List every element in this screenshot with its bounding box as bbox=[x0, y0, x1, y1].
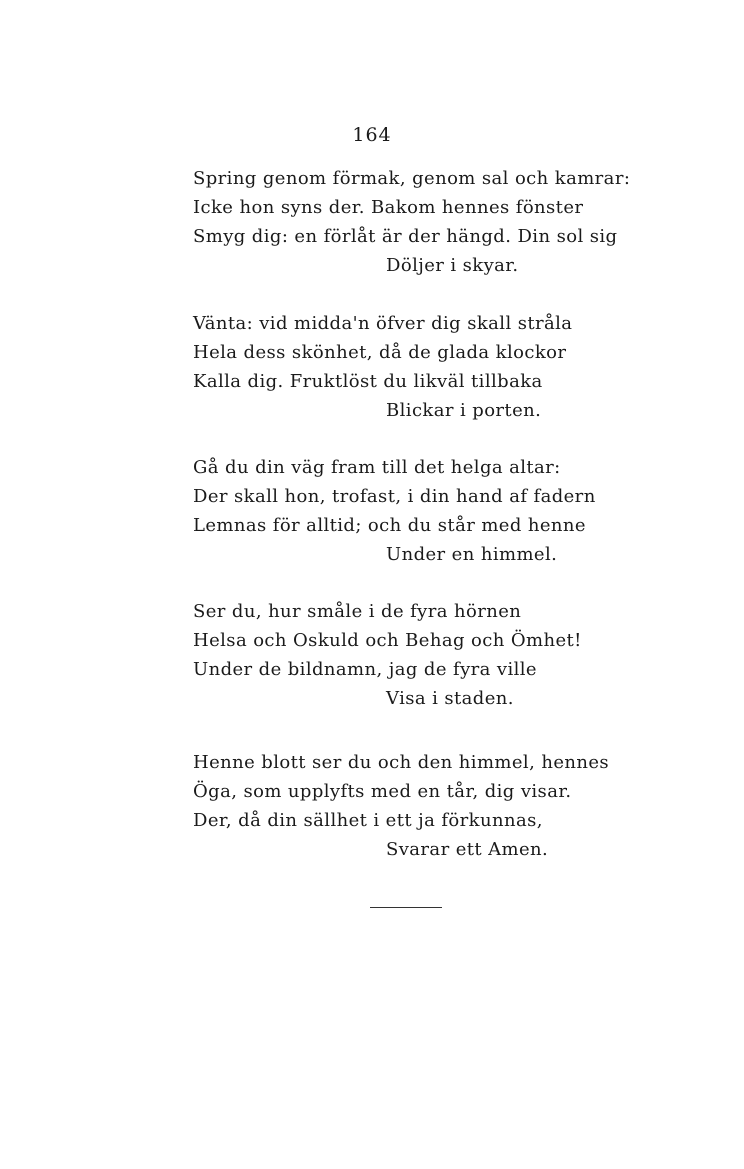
stanza-5 bbox=[193, 748, 623, 864]
verse-line-adonic: Döljer i skyar. bbox=[386, 255, 519, 276]
verse-line-adonic: Blickar i porten. bbox=[386, 400, 542, 421]
verse-line: Hela dess skönhet, då de glada klockor bbox=[193, 342, 567, 363]
verse-line: Henne blott ser du och den himmel, hennes bbox=[193, 752, 610, 773]
verse-line-adonic: Under en himmel. bbox=[386, 544, 558, 565]
verse-line: Smyg dig: en förlåt är der hängd. Din sol sig bbox=[193, 226, 618, 247]
verse-line: Helsa och Oskuld och Behag och Ömhet! bbox=[193, 630, 582, 651]
verse-line: Spring genom förmak, genom sal och kamrar: bbox=[193, 168, 631, 189]
verse-line: Lemnas för alltid; och du står med henne bbox=[193, 515, 586, 536]
verse-line-adonic: Svarar ett Amen. bbox=[386, 839, 549, 860]
verse-line: Der, då din sällhet i ett ja förkunnas, bbox=[193, 810, 543, 831]
verse-line: Der skall hon, trofast, i din hand af fadern bbox=[193, 486, 596, 507]
end-divider bbox=[370, 907, 442, 908]
page-number: 164 bbox=[352, 124, 392, 146]
stanza-2 bbox=[193, 309, 623, 425]
stanza-3 bbox=[193, 453, 623, 569]
verse-line: Vänta: vid midda'n öfver dig skall stråla bbox=[193, 313, 573, 334]
verse-line: Gå du din väg fram till det helga altar: bbox=[193, 457, 561, 478]
verse-line: Icke hon syns der. Bakom hennes fönster bbox=[193, 197, 584, 218]
verse-line: Ser du, hur småle i de fyra hörnen bbox=[193, 601, 522, 622]
verse-line: Kalla dig. Fruktlöst du likväl tillbaka bbox=[193, 371, 543, 392]
stanza-4 bbox=[193, 597, 623, 713]
verse-line: Öga, som upplyfts med en tår, dig visar. bbox=[193, 781, 572, 802]
verse-line: Under de bildnamn, jag de fyra ville bbox=[193, 659, 537, 680]
verse-line-adonic: Visa i staden. bbox=[386, 688, 514, 709]
stanza-1 bbox=[193, 164, 631, 280]
